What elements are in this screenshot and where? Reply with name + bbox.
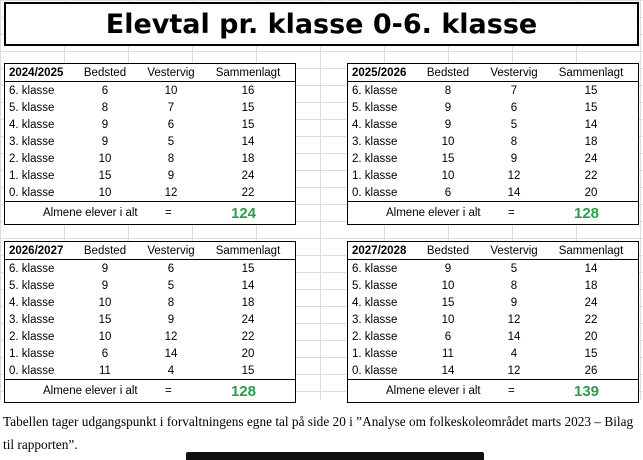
vestervig-cell: 6	[167, 118, 175, 131]
total-value: 124	[231, 204, 257, 222]
year-label: 2026/2027	[9, 244, 64, 257]
sammenlagt-cell: 14	[584, 118, 598, 131]
klasse-cell: 5. klasse	[9, 101, 55, 114]
bedsted-cell: 10	[441, 169, 455, 182]
klasse-cell: 5. klasse	[352, 279, 398, 292]
header-vestervig: Vestervig	[490, 66, 538, 79]
bedsted-cell: 10	[98, 296, 112, 309]
vestervig-cell: 4	[510, 347, 518, 360]
header-bedsted: Bedsted	[426, 244, 470, 257]
page-title: Elevtal pr. klasse 0-6. klasse	[105, 8, 538, 40]
sammenlagt-cell: 22	[241, 330, 255, 343]
vestervig-cell: 4	[167, 364, 175, 377]
klasse-cell: 0. klasse	[352, 364, 398, 377]
table-row	[5, 167, 295, 184]
header-bedsted: Bedsted	[426, 66, 470, 79]
vestervig-cell: 9	[167, 169, 175, 182]
table-row	[348, 167, 638, 184]
vestervig-cell: 12	[164, 186, 178, 199]
equals-sign: =	[165, 207, 172, 219]
klasse-cell: 6. klasse	[352, 262, 398, 275]
header-vestervig: Vestervig	[147, 244, 195, 257]
klasse-cell: 5. klasse	[352, 101, 398, 114]
bedsted-cell: 8	[444, 84, 452, 97]
klasse-cell: 1. klasse	[9, 347, 55, 360]
klasse-cell: 6. klasse	[9, 262, 55, 275]
klasse-cell: 3. klasse	[352, 313, 398, 326]
table-row	[348, 260, 638, 277]
klasse-cell: 6. klasse	[9, 84, 55, 97]
table-row	[5, 362, 295, 379]
table-header-row	[348, 242, 638, 260]
sammenlagt-cell: 16	[241, 84, 255, 97]
vestervig-cell: 9	[510, 152, 518, 165]
klasse-cell: 3. klasse	[9, 313, 55, 326]
klasse-cell: 0. klasse	[9, 186, 55, 199]
sammenlagt-cell: 15	[584, 347, 598, 360]
header-bedsted: Bedsted	[83, 244, 127, 257]
sammenlagt-cell: 24	[241, 169, 255, 182]
table-header-row	[5, 242, 295, 260]
bedsted-cell: 9	[101, 135, 109, 148]
vestervig-cell: 8	[510, 279, 518, 292]
year-label: 2024/2025	[9, 66, 64, 79]
klasse-cell: 4. klasse	[352, 296, 398, 309]
sammenlagt-cell: 15	[241, 364, 255, 377]
vestervig-cell: 10	[164, 84, 178, 97]
sammenlagt-cell: 18	[584, 279, 598, 292]
caption-text: Tabellen tager udgangspunkt i forvaltningens egne tal på side 20 i ”Analyse om folkeskoleområdet marts 2023 – Bilag til rapporten”.	[3, 414, 634, 452]
equals-sign: =	[508, 385, 515, 397]
vestervig-cell: 6	[167, 262, 175, 275]
year-table-2027-2028	[347, 241, 639, 403]
total-label: Almene elever i alt	[386, 207, 481, 219]
table-header-row	[5, 64, 295, 82]
table-row	[348, 328, 638, 345]
sammenlagt-cell: 18	[241, 152, 255, 165]
sammenlagt-cell: 14	[241, 135, 255, 148]
table-row	[5, 82, 295, 99]
header-sammenlagt: Sammenlagt	[558, 244, 624, 257]
klasse-cell: 4. klasse	[9, 118, 55, 131]
klasse-cell: 2. klasse	[9, 330, 55, 343]
klasse-cell: 2. klasse	[352, 152, 398, 165]
table-row	[348, 277, 638, 294]
bedsted-cell: 10	[98, 186, 112, 199]
year-label: 2027/2028	[352, 244, 407, 257]
sammenlagt-cell: 15	[241, 262, 255, 275]
vestervig-cell: 9	[510, 296, 518, 309]
year-label: 2025/2026	[352, 66, 407, 79]
vestervig-cell: 8	[167, 152, 175, 165]
sammenlagt-cell: 15	[584, 101, 598, 114]
total-row	[5, 379, 295, 402]
klasse-cell: 3. klasse	[9, 135, 55, 148]
table-row	[5, 294, 295, 311]
total-row	[348, 379, 638, 402]
header-sammenlagt: Sammenlagt	[215, 66, 281, 79]
table-row	[348, 311, 638, 328]
bedsted-cell: 9	[444, 118, 452, 131]
bedsted-cell: 9	[101, 262, 109, 275]
header-vestervig: Vestervig	[147, 66, 195, 79]
table-row	[5, 99, 295, 116]
table-row	[348, 99, 638, 116]
sammenlagt-cell: 20	[584, 330, 598, 343]
bedsted-cell: 9	[101, 118, 109, 131]
bedsted-cell: 11	[442, 347, 454, 360]
bedsted-cell: 15	[98, 313, 112, 326]
sammenlagt-cell: 20	[241, 347, 255, 360]
bedsted-cell: 8	[101, 101, 109, 114]
sammenlagt-cell: 14	[241, 279, 255, 292]
sammenlagt-cell: 20	[584, 186, 598, 199]
table-row	[5, 116, 295, 133]
year-table-2024-2025	[4, 63, 296, 225]
total-value: 128	[231, 382, 257, 400]
table-row	[348, 82, 638, 99]
table-row	[5, 184, 295, 201]
table-row	[348, 345, 638, 362]
vestervig-cell: 6	[510, 101, 518, 114]
sammenlagt-cell: 15	[241, 118, 255, 131]
vestervig-cell: 14	[507, 186, 521, 199]
klasse-cell: 2. klasse	[9, 152, 55, 165]
table-row	[348, 184, 638, 201]
total-value: 139	[574, 382, 600, 400]
total-label: Almene elever i alt	[386, 385, 481, 397]
sammenlagt-cell: 18	[584, 135, 598, 148]
vestervig-cell: 12	[507, 364, 521, 377]
bedsted-cell: 6	[444, 186, 452, 199]
bedsted-cell: 9	[444, 101, 452, 114]
bedsted-cell: 10	[441, 279, 455, 292]
table-row	[5, 328, 295, 345]
sammenlagt-cell: 15	[584, 84, 598, 97]
klasse-cell: 6. klasse	[352, 84, 398, 97]
bedsted-cell: 14	[441, 364, 455, 377]
klasse-cell: 0. klasse	[352, 186, 398, 199]
bedsted-cell: 10	[98, 330, 112, 343]
bedsted-cell: 15	[441, 152, 455, 165]
klasse-cell: 5. klasse	[9, 279, 55, 292]
table-row	[5, 311, 295, 328]
klasse-cell: 3. klasse	[352, 135, 398, 148]
sammenlagt-cell: 15	[241, 101, 255, 114]
klasse-cell: 0. klasse	[9, 364, 55, 377]
vestervig-cell: 14	[164, 347, 178, 360]
klasse-cell: 4. klasse	[352, 118, 398, 131]
year-table-2025-2026	[347, 63, 639, 225]
sammenlagt-cell: 24	[584, 296, 598, 309]
total-label: Almene elever i alt	[43, 207, 138, 219]
bedsted-cell: 9	[444, 262, 452, 275]
bedsted-cell: 10	[441, 313, 455, 326]
total-row	[5, 201, 295, 224]
bedsted-cell: 9	[101, 279, 109, 292]
table-row	[5, 150, 295, 167]
sammenlagt-cell: 26	[584, 364, 598, 377]
bedsted-cell: 15	[441, 296, 455, 309]
equals-sign: =	[165, 385, 172, 397]
table-row	[5, 277, 295, 294]
sammenlagt-cell: 24	[241, 313, 255, 326]
equals-sign: =	[508, 207, 515, 219]
bedsted-cell: 10	[441, 135, 455, 148]
dark-bar	[186, 452, 484, 460]
table-row	[5, 133, 295, 150]
vestervig-cell: 5	[167, 279, 175, 292]
vestervig-cell: 8	[510, 135, 518, 148]
table-row	[348, 362, 638, 379]
sammenlagt-cell: 22	[241, 186, 255, 199]
table-row	[5, 345, 295, 362]
bedsted-cell: 6	[101, 84, 109, 97]
sammenlagt-cell: 14	[584, 262, 598, 275]
vestervig-cell: 12	[507, 313, 521, 326]
vestervig-cell: 7	[167, 101, 175, 114]
klasse-cell: 4. klasse	[9, 296, 55, 309]
table-row	[348, 150, 638, 167]
vestervig-cell: 9	[167, 313, 175, 326]
sammenlagt-cell: 18	[241, 296, 255, 309]
sammenlagt-cell: 22	[584, 313, 598, 326]
year-table-2026-2027	[4, 241, 296, 403]
vestervig-cell: 12	[164, 330, 178, 343]
klasse-cell: 1. klasse	[9, 169, 55, 182]
vestervig-cell: 5	[167, 135, 175, 148]
vestervig-cell: 8	[167, 296, 175, 309]
total-label: Almene elever i alt	[43, 385, 138, 397]
bedsted-cell: 10	[98, 152, 112, 165]
bedsted-cell: 6	[101, 347, 109, 360]
klasse-cell: 1. klasse	[352, 169, 398, 182]
table-row	[348, 294, 638, 311]
total-value: 128	[574, 204, 600, 222]
total-row	[348, 201, 638, 224]
klasse-cell: 1. klasse	[352, 347, 398, 360]
table-row	[5, 260, 295, 277]
vestervig-cell: 12	[507, 169, 521, 182]
bedsted-cell: 6	[444, 330, 452, 343]
title-box	[4, 2, 639, 46]
vestervig-cell: 7	[510, 84, 518, 97]
bedsted-cell: 15	[98, 169, 112, 182]
header-bedsted: Bedsted	[83, 66, 127, 79]
sammenlagt-cell: 24	[584, 152, 598, 165]
table-header-row	[348, 64, 638, 82]
header-sammenlagt: Sammenlagt	[215, 244, 281, 257]
bedsted-cell: 11	[99, 364, 111, 377]
table-row	[348, 133, 638, 150]
table-row	[348, 116, 638, 133]
vestervig-cell: 14	[507, 330, 521, 343]
header-sammenlagt: Sammenlagt	[558, 66, 624, 79]
sammenlagt-cell: 22	[584, 169, 598, 182]
vestervig-cell: 5	[510, 118, 518, 131]
header-vestervig: Vestervig	[490, 244, 538, 257]
klasse-cell: 2. klasse	[352, 330, 398, 343]
vestervig-cell: 5	[510, 262, 518, 275]
